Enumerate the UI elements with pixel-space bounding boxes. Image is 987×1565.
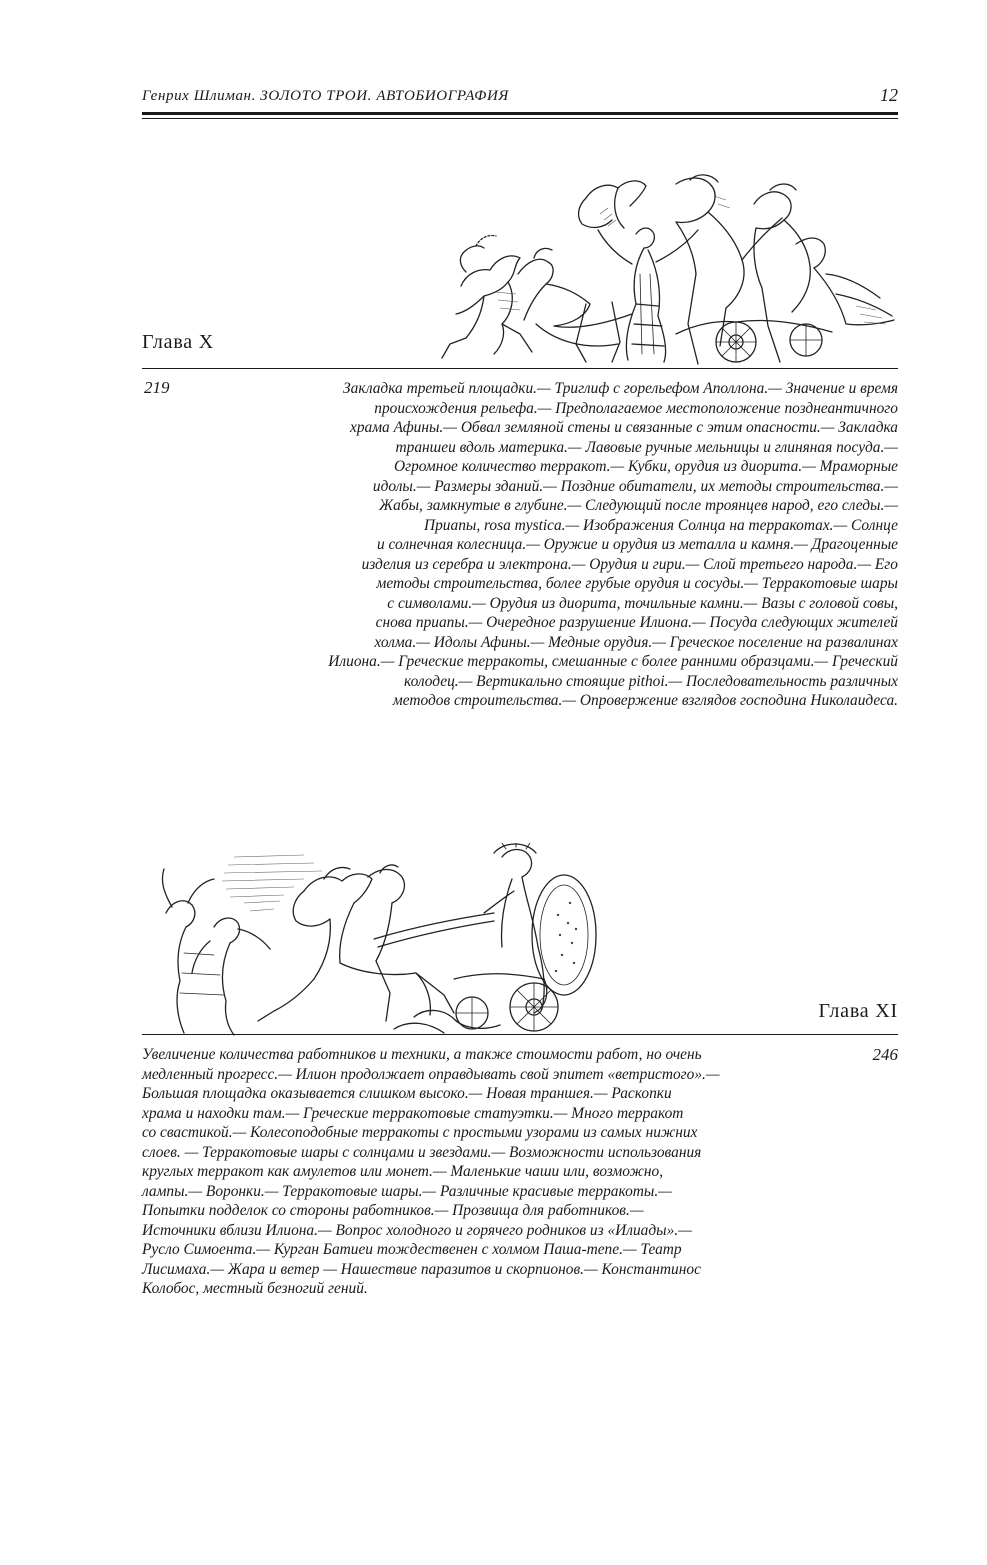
header-rule-thick bbox=[142, 112, 898, 115]
chapter-11-summary bbox=[142, 1045, 842, 1299]
summary-line: храма и находки там.— Греческие терракотовые статуэтки.— Много терракот bbox=[142, 1104, 684, 1122]
athena-chariot-engraving bbox=[154, 843, 600, 1037]
summary-line: методов строительства.— Опровержение взглядов господина Николаидеса. bbox=[392, 692, 898, 709]
summary-line: методы строительства, более грубые орудия и сосуды.— Терракотовые шары bbox=[376, 575, 898, 592]
header-rule-thin bbox=[142, 118, 898, 119]
running-header bbox=[142, 84, 898, 110]
chapter-11-start-page: 246 bbox=[872, 1045, 898, 1064]
helios-chariot-engraving bbox=[436, 174, 898, 366]
summary-line: Колобос, местный безногий гений. bbox=[142, 1280, 368, 1297]
summary-line: медленный прогресс.— Илион продолжает оправдывать свой эпитет «ветристого».— bbox=[142, 1065, 720, 1083]
summary-line: холма.— Идолы Афины.— Медные орудия.— Греческое поселение на развалинах bbox=[374, 633, 898, 651]
summary-line: храма Афины.— Обвал земляной стены и связанные с этим опасности.— Закладка bbox=[350, 419, 898, 436]
page-number: 12 bbox=[880, 85, 898, 105]
chapter-10-start-page: 219 bbox=[144, 378, 170, 397]
summary-line: со свастикой.— Колесоподобные терракоты с простыми узорами из самых нижних bbox=[142, 1124, 698, 1141]
summary-line: колодец.— Вертикально стоящие pithoi.— Последовательность различных bbox=[403, 672, 898, 690]
summary-line: Закладка третьей площадки.— Триглиф с горельефом Аполлона.— Значение и время bbox=[343, 380, 898, 397]
summary-line: траншеи вдоль материка.— Лавовые ручные мельницы и глиняная посуда.— bbox=[395, 438, 898, 456]
summary-line: Огромное количество терракот.— Кубки, орудия из диорита.— Мраморные bbox=[393, 458, 898, 475]
summary-line: Жабы, замкнутые в глубине.— Следующий после троянцев народ, его следы.— bbox=[379, 497, 898, 514]
chapter-11-illustration bbox=[154, 843, 600, 1037]
book-title: Генрих Шлиман. ЗОЛОТО ТРОИ. АВТОБИОГРАФИЯ bbox=[142, 88, 509, 104]
summary-line: Лисимаха.— Жара и ветер — Нашествие паразитов и скорпионов.— Константинос bbox=[142, 1260, 701, 1278]
summary-line: снова приапы.— Очередное разрушение Илиона.— Посуда следующих жителей bbox=[375, 614, 898, 631]
summary-line: Приапы, rosa mystica.— Изображения Солнца на терракотах.— Солнце bbox=[424, 516, 898, 534]
summary-line: Попытки подделок со стороны работников.— Прозвища для работников.— bbox=[142, 1202, 644, 1219]
chapter-10-illustration bbox=[436, 174, 898, 366]
chapter-10-summary bbox=[218, 379, 898, 711]
chapter-10-title: Глава X bbox=[142, 331, 215, 353]
chapter-11-rule bbox=[142, 1034, 898, 1035]
summary-line: слоев. — Терракотовые шары с солнцами и звездами.— Возможности использования bbox=[142, 1143, 702, 1161]
summary-line: изделия из серебра и электрона.— Орудия и гири.— Слой третьего народа.— Его bbox=[361, 555, 898, 573]
summary-line: с символами.— Орудия из диорита, точильные камни.— Вазы с головой совы, bbox=[387, 594, 898, 612]
summary-line: Русло Симоента.— Курган Батиеи тождественен с холмом Паша-тепе.— Театр bbox=[142, 1241, 682, 1258]
chapter-10-rule bbox=[142, 368, 898, 369]
summary-line: Илиона.— Греческие терракоты, смешанные с более ранними образцами.— Греческий bbox=[328, 653, 898, 670]
summary-line: и солнечная колесница.— Оружие и орудия из металла и камня.— Драгоценные bbox=[377, 536, 898, 553]
summary-line: происхождения рельефа.— Предполагаемое местоположение позднеантичного bbox=[374, 399, 898, 417]
summary-line: круглых терракот как амулетов или монет.— Маленькие чаши или, возможно, bbox=[142, 1163, 664, 1180]
summary-line: Большая площадка оказывается слишком высоко.— Новая траншея.— Раскопки bbox=[142, 1085, 672, 1102]
chapter-11-title: Глава XI bbox=[818, 1000, 898, 1022]
summary-line: Источники вблизи Илиона.— Вопрос холодного и горячего родников из «Илиады».— bbox=[142, 1221, 692, 1239]
summary-line: лампы.— Воронки.— Терракотовые шары.— Различные красивые терракоты.— bbox=[142, 1182, 672, 1200]
summary-line: идолы.— Размеры зданий.— Поздние обитатели, их методы строительства.— bbox=[372, 477, 898, 495]
summary-line: Увеличение количества работников и техники, а также стоимости работ, но очень bbox=[142, 1046, 702, 1063]
